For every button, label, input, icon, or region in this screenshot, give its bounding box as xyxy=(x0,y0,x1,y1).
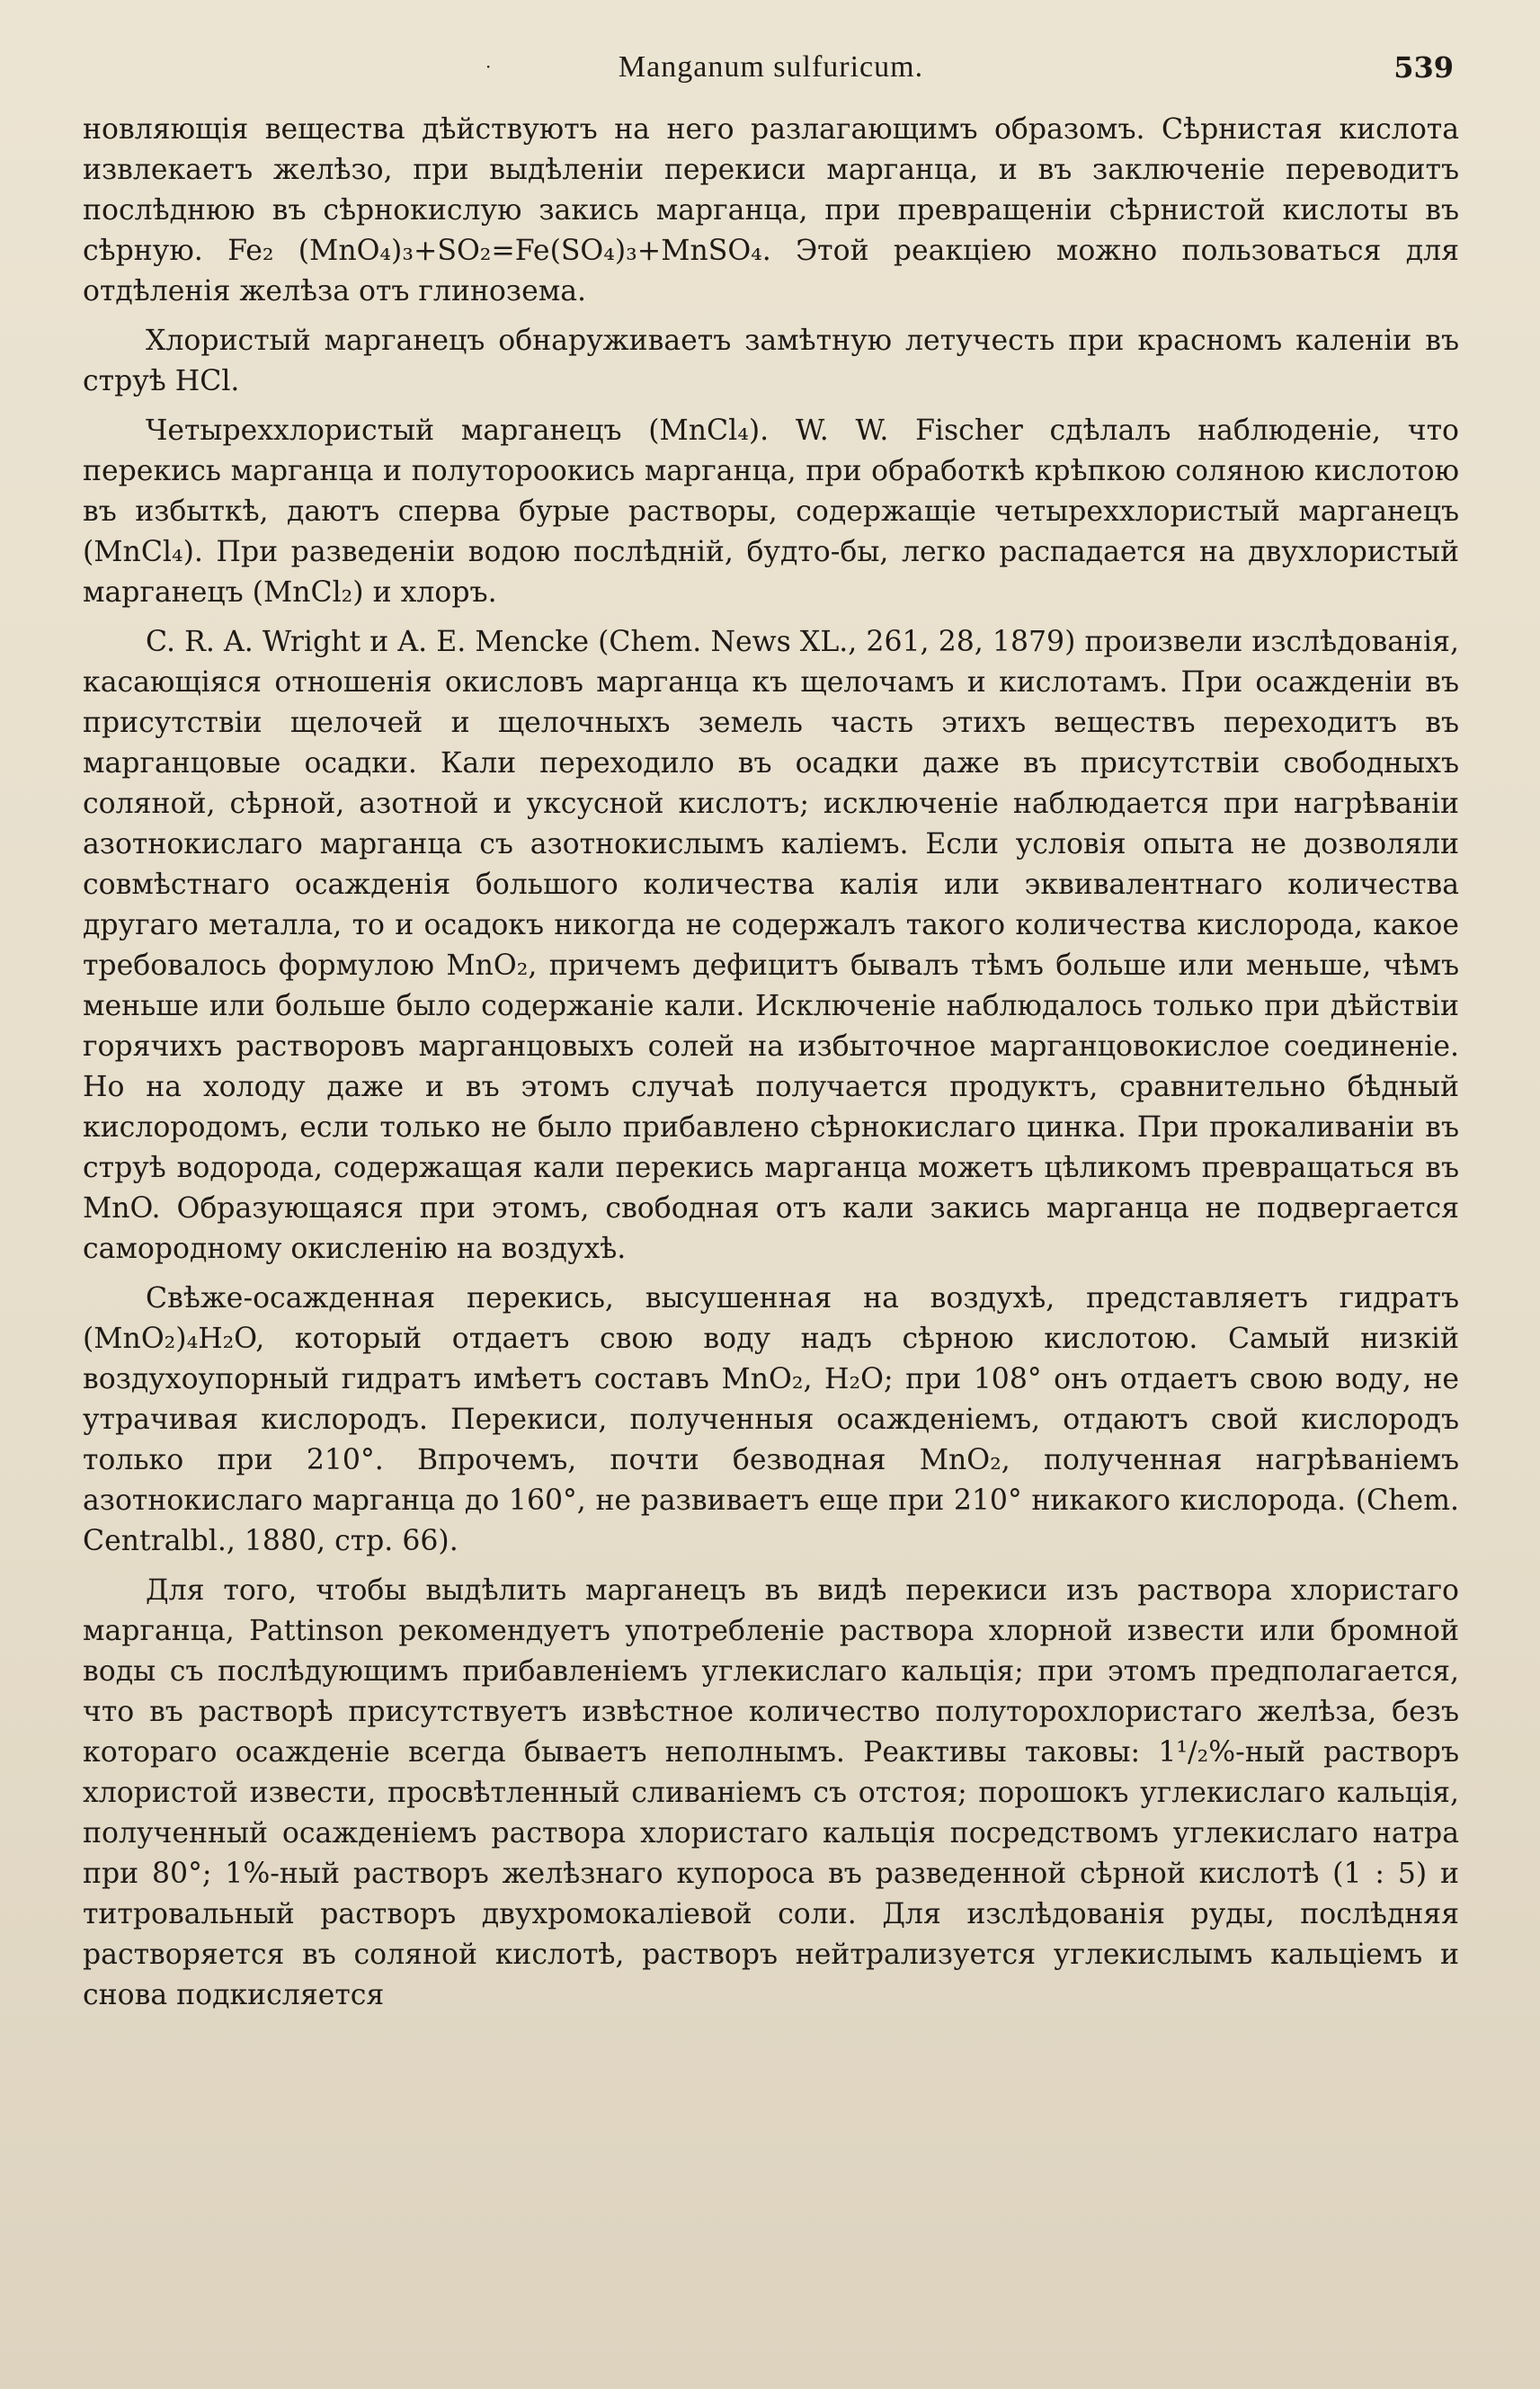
running-head xyxy=(83,47,1459,95)
paragraph: новляющія вещества дѣйствуютъ на него разлагающимъ образомъ. Сѣрнистая кислота извлекаетъ желѣзо, при выдѣленіи перекиси марганца, и въ заключеніе переводитъ послѣднюю въ сѣрнокислую закись марганца, при превращеніи сѣрнистой кислоты въ сѣрную. Fe₂ (MnO₄)₃+SO₂=Fe(SO₄)₃+MnSO₄. Этой реакціею можно пользоваться для отдѣленія желѣза отъ глинозема. xyxy=(83,113,1459,308)
paragraph: Четыреххлористый марганецъ (MnCl₄). W. W. Fischer сдѣлалъ наблюденіе, что перекись марганца и полутороокись марганца, при обработкѣ крѣпкою соляною кислотою въ избыткѣ, даютъ сперва бурые растворы, содержащіе четыреххлористый марганецъ (MnCl₄). При разведеніи водою послѣдній, будто-бы, легко распадается на двухлористый марганецъ (MnCl₂) и хлоръ. xyxy=(83,415,1459,609)
paragraph: Хлористый марганецъ обнаруживаетъ замѣтную летучесть при красномъ каленіи въ струѣ HCl. xyxy=(83,325,1459,397)
paragraph: Свѣже-осажденная перекись, высушенная на воздухѣ, представляетъ гидратъ (MnO₂)₄H₂O, который отдаетъ свою воду надъ сѣрною кислотою. Самый низкій воздухоупорный гидратъ имѣетъ составъ MnO₂, H₂O; при 108° онъ отдаетъ свою воду, не утрачивая кислородъ. Перекиси, полученныя осажденіемъ, отдаютъ свой кислородъ только при 210°. Впрочемъ, почти безводная MnO₂, полученная нагрѣваніемъ азотнокислаго марганца до 160°, не развиваетъ еще при 210° никакого кислорода. (Chem. Centralbl., 1880, стр. 66). xyxy=(83,1282,1459,1557)
running-title: Manganum sulfuricum. xyxy=(618,50,924,84)
print-speck: · xyxy=(485,56,492,77)
paragraph: Для того, чтобы выдѣлить марганецъ въ видѣ перекиси изъ раствора хлористаго марганца, Pattinson рекомендуетъ употребленіе раствора хлорной извести или бромной воды съ послѣдующимъ прибавленіемъ углекислаго кальція; при этомъ предполагается, что въ растворѣ присутствуетъ извѣстное количество полуторохлористаго желѣза, безъ котораго осажденіе всегда бываетъ неполнымъ. Реактивы таковы: 1¹/₂%-ный растворъ хлористой извести, просвѣтленный сливаніемъ съ отстоя; порошокъ углекислаго кальція, полученный осажденіемъ раствора хлористаго кальція посредствомъ углекислаго натра при 80°; 1%-ный растворъ желѣзнаго купороса въ разведенной сѣрной кислотѣ (1 : 5) и титровальный растворъ двухромокаліевой соли. Для изслѣдованія руды, послѣдняя растворяется въ соляной кислотѣ, растворъ нейтрализуется углекислымъ кальціемъ и снова подкисляется xyxy=(83,1574,1459,2011)
page-number: 539 xyxy=(1393,50,1454,85)
body-text xyxy=(83,110,1459,2016)
paragraph: C. R. A. Wright и A. E. Mencke (Chem. News XL., 261, 28, 1879) произвели изслѣдованія, касающіяся отношенія окисловъ марганца къ щелочамъ и кислотамъ. При осажденіи въ присутствіи щелочей и щелочныхъ земель часть этихъ веществъ переходитъ въ марганцовые осадки. Кали переходило въ осадки даже въ присутствіи свободныхъ соляной, сѣрной, азотной и уксусной кислотъ; исключеніе наблюдается при нагрѣваніи азотнокислаго марганца съ азотнокислымъ каліемъ. Если условія опыта не дозволяли совмѣстнаго осажденія большого количества калія или эквивалентнаго количества другаго металла, то и осадокъ никогда не содержалъ такого количества кислорода, какое требовалось формулою MnO₂, причемъ дефицитъ бывалъ тѣмъ больше или меньше, чѣмъ меньше или больше было содержаніе кали. Исключеніе наблюдалось только при дѣйствіи горячихъ растворовъ марганцовыхъ солей на избыточное марганцовокислое соединеніе. Но на холоду даже и въ этомъ случаѣ получается продуктъ, сравнительно бѣдный кислородомъ, если только не было прибавлено сѣрнокислаго цинка. При прокаливаніи въ струѣ водорода, содержащая кали перекись марганца можетъ цѣликомъ превращаться въ MnO. Образующаяся при этомъ, свободная отъ кали закись марганца не подвергается самородному окисленію на воздухѣ. xyxy=(83,626,1459,1265)
